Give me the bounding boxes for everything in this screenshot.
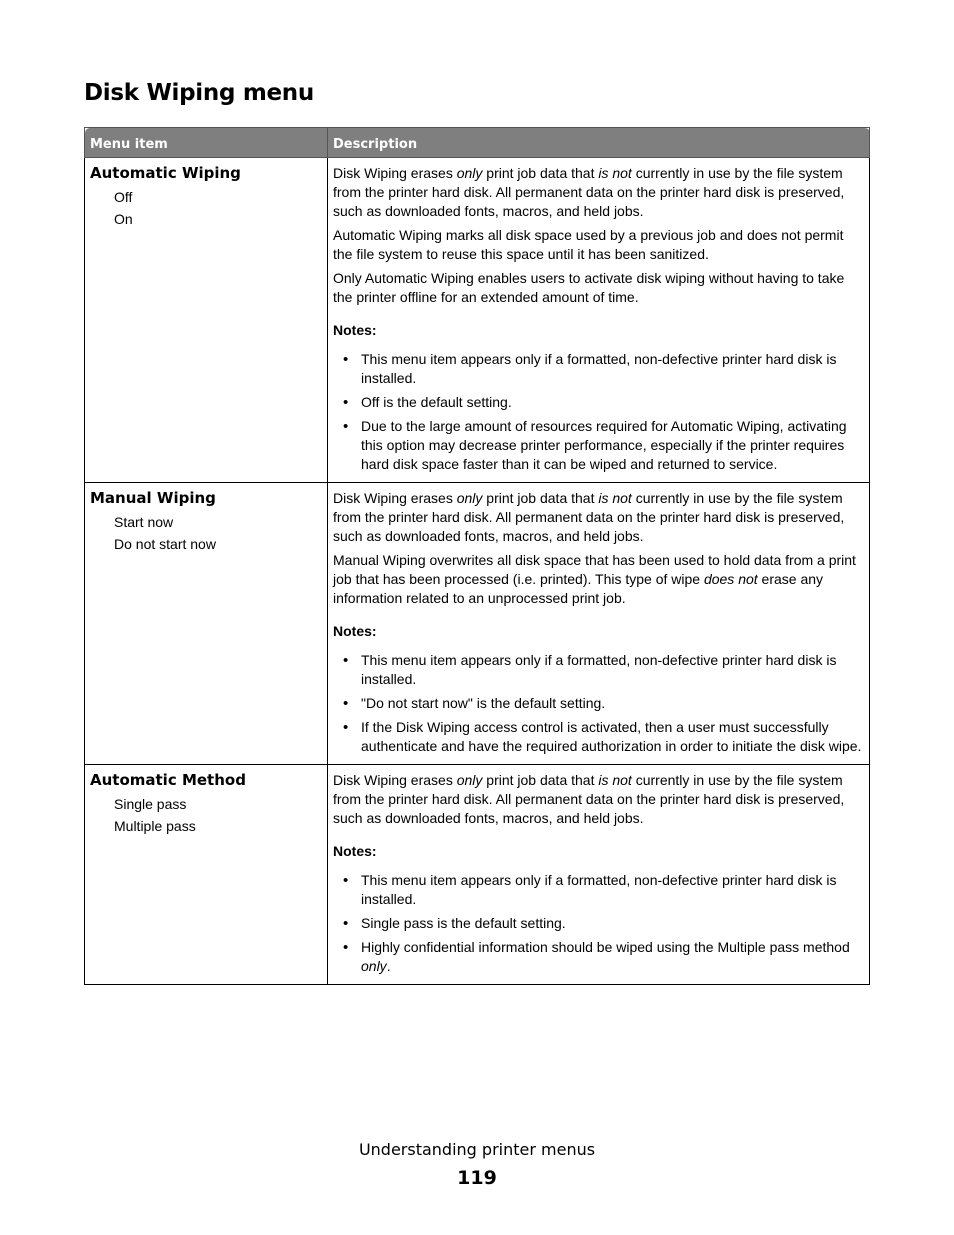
- notes-list: [333, 350, 865, 474]
- menu-item-cell: [85, 483, 328, 765]
- text-run: print job data that: [482, 490, 599, 506]
- text-run: "Do not start now" is the default setting.: [361, 695, 606, 711]
- description-cell: [328, 158, 870, 483]
- table-row: [85, 765, 870, 985]
- text-run: erase any information related to an unprocessed print job.: [333, 571, 824, 606]
- disk-wiping-menu-table: [84, 127, 870, 985]
- menu-item-option: Single pass: [114, 796, 187, 812]
- note-item: [333, 651, 865, 689]
- footer-section-label: Understanding printer menus: [358, 1140, 596, 1159]
- text-run: Automatic Wiping marks all disk space used by a previous job and does not permit the file system to reuse this space until it has been sanitized.: [333, 227, 844, 262]
- notes-label: Notes:: [333, 322, 377, 338]
- text-run: Off is the default setting.: [361, 394, 512, 410]
- description-cell: [328, 483, 870, 765]
- text-run: .: [386, 958, 391, 974]
- menu-item-option: Multiple pass: [114, 818, 196, 834]
- menu-item-option: Do not start now: [114, 536, 216, 552]
- text-run: Only Automatic Wiping enables users to activate disk wiping without having to take the printer offline for an extended amount of time.: [333, 270, 845, 305]
- description-paragraph: [333, 771, 865, 828]
- emphasis-text: only: [456, 772, 483, 788]
- notes-label: Notes:: [333, 843, 377, 859]
- text-run: currently in use by the file system from the printer hard disk. All permanent data on the printer hard disk is preserved, such as downloaded fonts, macros, and held jobs.: [333, 165, 845, 219]
- menu-item-name: Automatic Wiping: [90, 164, 241, 182]
- note-item: [333, 871, 865, 909]
- description-paragraph: [333, 551, 865, 608]
- text-run: If the Disk Wiping access control is activated, then a user must successfully authenticate and have the required authorization in order to initiate the disk wipe.: [361, 719, 862, 754]
- page-title: Disk Wiping menu: [84, 80, 314, 106]
- emphasis-text: does not: [703, 571, 758, 587]
- description-cell: [328, 765, 870, 985]
- notes-label: Notes:: [333, 623, 377, 639]
- note-item: [333, 694, 865, 713]
- note-item: [333, 914, 865, 933]
- text-run: This menu item appears only if a formatted, non-defective printer hard disk is installed.: [361, 872, 837, 907]
- menu-item-name: Automatic Method: [90, 771, 246, 789]
- emphasis-text: only: [456, 165, 483, 181]
- menu-item-option: Off: [114, 189, 133, 205]
- text-run: This menu item appears only if a formatted, non-defective printer hard disk is installed.: [361, 652, 837, 687]
- emphasis-text: only: [361, 958, 387, 974]
- menu-item-option: On: [114, 211, 133, 227]
- emphasis-text: is not: [598, 772, 632, 788]
- emphasis-text: only: [456, 490, 483, 506]
- text-run: This menu item appears only if a formatted, non-defective printer hard disk is installed.: [361, 351, 837, 386]
- menu-item-option: Start now: [114, 514, 174, 530]
- text-run: print job data that: [482, 772, 599, 788]
- text-run: currently in use by the file system from the printer hard disk. All permanent data on the printer hard disk is preserved, such as downloaded fonts, macros, and held jobs.: [333, 490, 845, 544]
- note-item: [333, 718, 865, 756]
- description-paragraph: [333, 489, 865, 546]
- page-number: 119: [457, 1167, 497, 1189]
- notes-list: [333, 651, 865, 756]
- text-run: Highly confidential information should be wiped using the Multiple pass method: [361, 939, 850, 955]
- table-row: [85, 158, 870, 483]
- table-row: [85, 483, 870, 765]
- text-run: Disk Wiping erases: [333, 490, 457, 506]
- menu-item-cell: [85, 765, 328, 985]
- description-column-header: Description: [328, 128, 870, 158]
- notes-list: [333, 871, 865, 976]
- note-item: [333, 350, 865, 388]
- description-paragraph: [333, 164, 865, 221]
- note-item: [333, 417, 865, 474]
- text-run: Due to the large amount of resources required for Automatic Wiping, activating this option may decrease printer performance, especially if the printer requires hard disk space faster than it can be wiped and returned to service.: [361, 418, 847, 472]
- emphasis-text: is not: [598, 490, 632, 506]
- text-run: print job data that: [482, 165, 599, 181]
- description-paragraph: [333, 269, 865, 307]
- note-item: [333, 393, 865, 412]
- text-run: Disk Wiping erases: [333, 165, 457, 181]
- note-item: [333, 938, 865, 976]
- menu-item-name: Manual Wiping: [90, 489, 216, 507]
- text-run: Manual Wiping overwrites all disk space that has been used to hold data from a print job that has been processed (i.e. printed). This type of wipe: [333, 552, 856, 587]
- menu-item-column-header: Menu item: [85, 128, 328, 158]
- text-run: Single pass is the default setting.: [361, 915, 566, 931]
- text-run: Disk Wiping erases: [333, 772, 457, 788]
- menu-item-cell: [85, 158, 328, 483]
- description-paragraph: [333, 226, 865, 264]
- table-header-row: [85, 128, 870, 158]
- text-run: currently in use by the file system from the printer hard disk. All permanent data on the printer hard disk is preserved, such as downloaded fonts, macros, and held jobs.: [333, 772, 845, 826]
- emphasis-text: is not: [598, 165, 632, 181]
